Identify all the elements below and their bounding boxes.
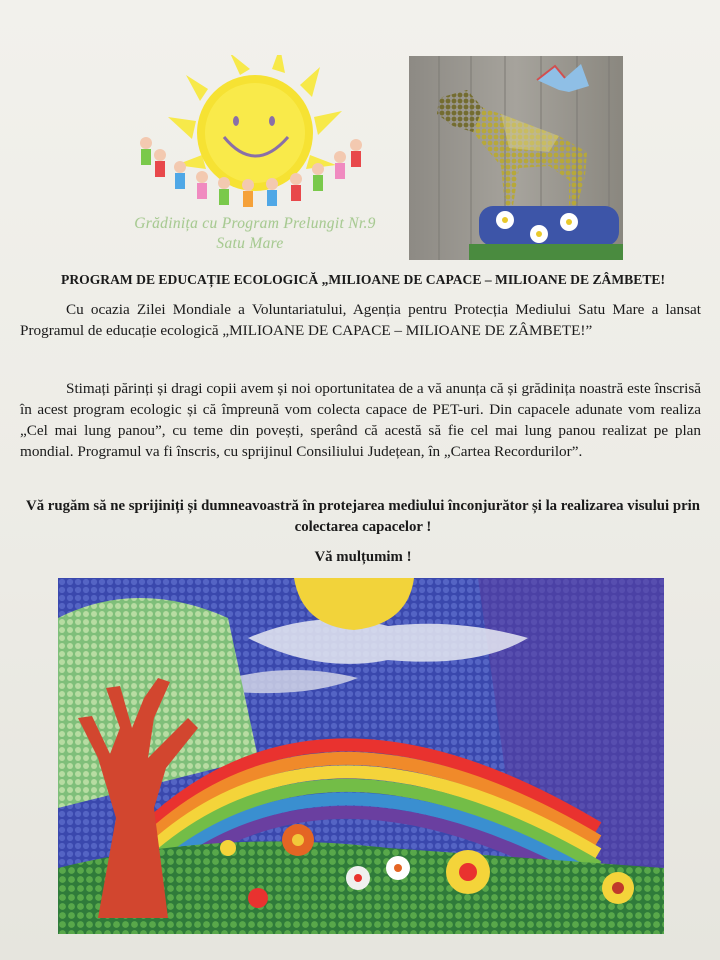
program-title: PROGRAM DE EDUCAȚIE ECOLOGICĂ „MILIOANE DE CAPACE – MILIOANE DE ZÂMBETE! (61, 272, 665, 287)
intro-paragraph: Cu ocazia Zilei Mondiale a Voluntariatului, Agenția pentru Protecția Mediului Satu Mare a lansat Programul de educație ecologică „MILIOANE DE CAPACE – MILIOANE DE ZÂMBETE!” (20, 301, 701, 339)
logo-city: Satu Mare (216, 235, 284, 252)
announcement-paragraph: Stimați părinți și dragi copii avem și noi oportunitatea de a vă anunța că și grădinița noastră este înscrisă în acest program ecologic și că împreună vom colecta capace de PET-uri. Din capacele adunate vom realiza „Cel mai lung panou”, cu teme din povești, sperând că acestă să fie cel mai lung panou realizat pe plan mondial. Programul va fi înscris, cu sprijinul Consiliului Județean, în „Cartea Recordurilor”. (20, 380, 701, 460)
appeal-text: Vă rugăm să ne sprijiniți și dumneavoastră în protejarea mediului înconjurător și la realizarea visului prin colectarea capacelor ! (26, 498, 700, 535)
kindergarten-logo (120, 55, 390, 255)
bottle-cap-mural-image (58, 578, 664, 934)
logo-kindergarten-name: Grădinița cu Program Prelungit Nr.9 (134, 215, 376, 232)
thanks-text: Vă mulțumim ! (314, 549, 412, 565)
deer-bottle-cap-photo (409, 56, 623, 260)
sun-children-logo-icon (120, 55, 390, 225)
